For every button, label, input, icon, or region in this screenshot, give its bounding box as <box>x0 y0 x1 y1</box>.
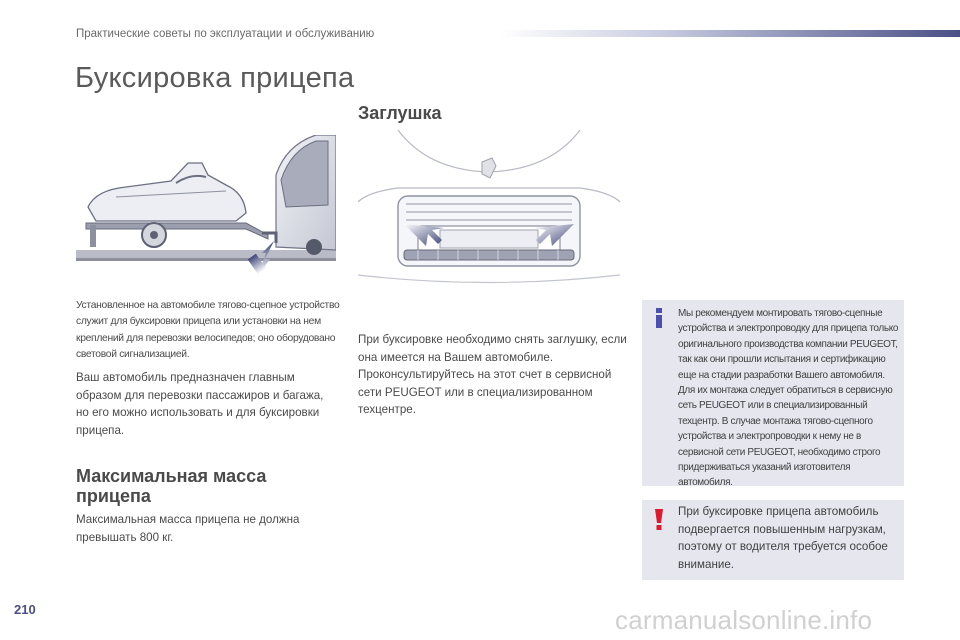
jet-ski-trailer-illustration <box>76 135 336 285</box>
intro-text: Ваш автомобиль предназначен главным образом для перевозки пассажиров и багажа, но его можно использовать и для буксировки прицепа. <box>76 371 324 437</box>
page-title: Буксировка прицепа <box>75 62 355 94</box>
section-title: Практические советы по эксплуатации и обслуживанию <box>76 28 375 40</box>
warning-text: При буксировке прицепа автомобиль подвергается повышенным нагрузкам, поэтому от водителя требуется особое внимание. <box>678 505 888 572</box>
front-bumper-plug-illustration <box>358 130 620 300</box>
plug-text: При буксировке необходимо снять заглушку, если она имеется на Вашем автомобиле. Проконсультируйтесь на этот счет в сервисной сети PEUGEOT или в специализированном техцентре. <box>358 333 627 416</box>
plug-heading: Заглушка <box>358 103 442 123</box>
info-text: Мы рекомендуем монтировать тягово-сцепные устройства и электропроводку для прицепа только оригинального производства компании PEUGEOT, так как они прошли испытания и сертификацию еще на стадии разработки Вашего автомобиля. Для их монтажа следует обратиться в сервисную сеть PEUGEOT или в специализированный техцентр. В случае монтажа тягово-сцепного устройства и электропроводки к нему не в сервисной сети PEUGEOT, необходимо строго придерживаться указаний изготовителя автомобиля. <box>678 308 899 489</box>
max-mass-text: Максимальная масса прицепа не должна превышать 800 кг. <box>76 513 300 544</box>
max-mass-heading: Максимальная масса прицепа <box>76 466 267 506</box>
info-icon <box>652 308 666 328</box>
watermark: carmanualsonline.info <box>615 605 873 635</box>
peugeot-lion-logo <box>482 158 496 178</box>
illustration-caption: Установленное на автомобиле тягово-сцепное устройство служит для буксировки прицепа или установки на нем креплений для перевозки велосипедов; оно оборудовано световой сигнализацией. <box>76 300 340 360</box>
exclamation-icon <box>652 509 666 531</box>
page-number: 210 <box>14 602 36 617</box>
header-accent-line <box>500 30 960 37</box>
